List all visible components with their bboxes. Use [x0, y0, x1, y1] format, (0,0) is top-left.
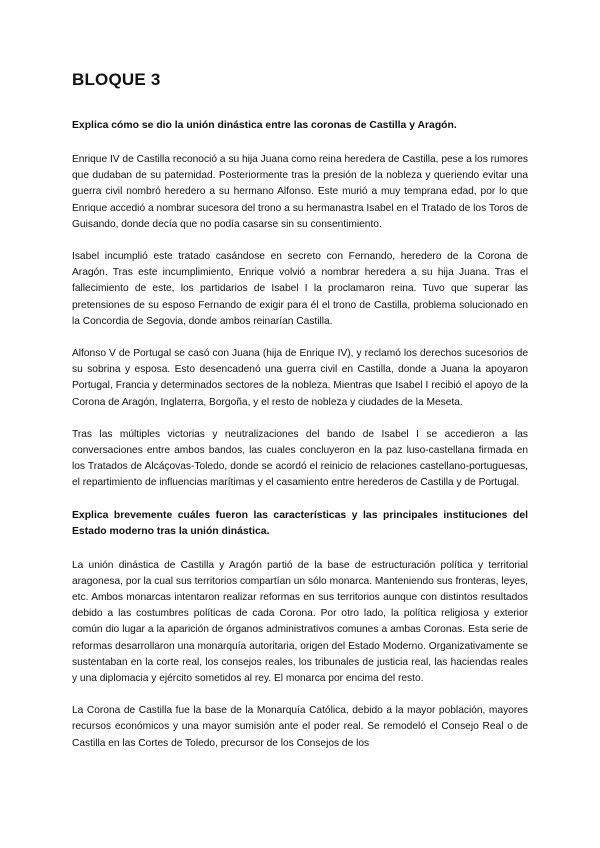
body-paragraph: Isabel incumplió este tratado casándose en secreto con Fernando, heredero de la Corona de Aragón. Tras este incumplimiento, Enrique volvió a nombrar heredera a su hija Juana. Tras el fallecimiento de este, los partidarios de Isabel I la proclamaron reina. Tuvo que superar las pretensiones de su esposo Fernando de exigir para él el trono de Castilla, problema solucionado en la Concordia de Segovia, donde ambos reinarían Castilla.: [72, 251, 528, 327]
body-paragraph: Tras las múltiples victorias y neutralizaciones del bando de Isabel I se accedieron a las conversaciones entre ambos bandos, las cuales concluyeron en la paz luso-castellana firmada en los Tratados de Alcáçovas-Toledo, donde se acordó el reinicio de relaciones castellano-portuguesas, el repartimiento de influencias marítimas y el casamiento entre herederos de Castilla y de Portugal.: [72, 428, 528, 489]
body-paragraph: La unión dinástica de Castilla y Aragón partió de la base de estructuración política y territorial aragonesa, por la cual sus territorios compartían un sólo monarca. Manteniendo sus fronteras, leyes, etc. Ambos monarcas intentaron realizar reformas en sus territorios aunque con distintos resultados debido a las costumbres políticas de cada Corona. Por otro lado, la política religiosa y exterior común dio lugar a la aparición de órganos administrativos comunes a ambas Coronas. Esta serie de reformas desarrollaron una monarquía autoritaria, origen del Estado Moderno. Organizativamente se sustentaban en la corte real, los consejos reales, los tribunales de justicia real, las haciendas reales y una diplomacia y ejército sometidos al rey. El monarca por encima del resto.: [72, 559, 528, 685]
document-page: [72, 70, 528, 768]
body-paragraph: La Corona de Castilla fue la base de la Monarquía Católica, debido a la mayor población, mayores recursos económicos y una mayor sumisión ante el poder real. Se remodeló el Consejo Real o de Castilla en las Cortes de Toledo, precursor de los Consejos de los: [72, 705, 528, 749]
body-paragraph: Enrique IV de Castilla reconoció a su hija Juana como reina heredera de Castilla, pese a los rumores que dudaban de su paternidad. Posteriormente tras la presión de la nobleza y queriendo evitar una guerra civil nombró heredero a su hermano Alfonso. Este murió a muy temprana edad, por lo que Enrique accedió a nombrar sucesora del trono a su hermanastra Isabel en el Tratado de los Toros de Guisando, donde decía que no podía casarse sin su consentimiento.: [72, 154, 528, 230]
question-heading: Explica brevemente cuáles fueron las características y las principales instituciones del Estado moderno tras la unión dinástica.: [72, 509, 528, 537]
body-paragraph: Alfonso V de Portugal se casó con Juana (hija de Enrique IV), y reclamó los derechos sucesorios de su sobrina y esposa. Esto desencadenó una guerra civil en Castilla, donde a Juana la apoyaron Portugal, Francia y determinados sectores de la nobleza. Mientras que Isabel I recibió el apoyo de la Corona de Aragón, Inglaterra, Borgoña, y el resto de nobleza y ciudades de la Meseta.: [72, 348, 528, 408]
question-heading: Explica cómo se dio la unión dinástica entre las coronas de Castilla y Aragón.: [72, 120, 457, 131]
page-title: BLOQUE 3: [72, 70, 161, 89]
